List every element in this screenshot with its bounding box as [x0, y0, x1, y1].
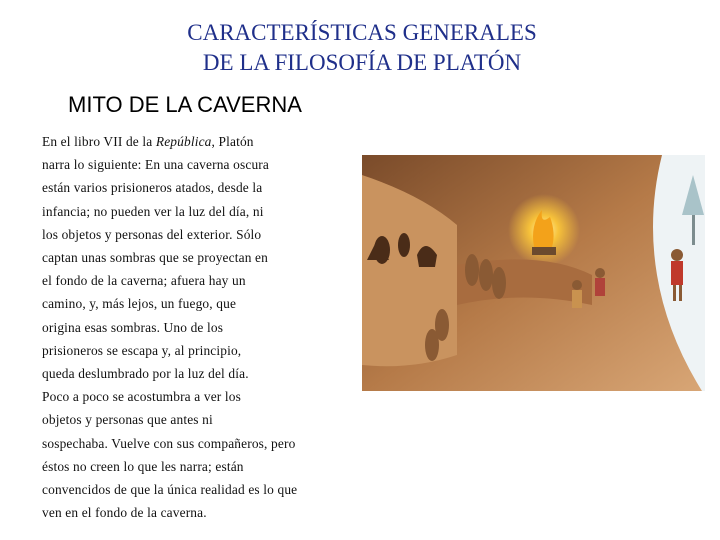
cave-allegory-illustration [362, 155, 705, 391]
paragraph-line [42, 130, 347, 153]
paragraph-line: infancia; no pueden ver la luz del día, ni [42, 203, 264, 219]
line-suffix: , Platón [211, 134, 254, 149]
paragraph-line: camino, y, más lejos, un fuego, que [42, 296, 237, 312]
paragraph-line: Poco a poco se acostumbra a ver los [42, 389, 241, 405]
paragraph-line: narra lo siguiente: En una caverna oscura [42, 157, 269, 173]
slide-title [0, 18, 720, 78]
line-prefix: En el libro VII de la [42, 134, 156, 149]
paragraph-line: convencidos de que la única realidad es lo que [42, 482, 298, 498]
paragraph-line: prisioneros se escapa y, al principio, [42, 342, 242, 358]
book-title: República [155, 134, 212, 149]
cave-illustration-svg [362, 155, 705, 391]
body-paragraph [42, 130, 347, 524]
paragraph-line: objetos y personas que antes ni [42, 412, 213, 428]
paragraph-line: origina esas sombras. Uno de los [42, 319, 224, 335]
title-line-1: CARACTERÍSTICAS GENERALES [187, 20, 537, 45]
title-line-2: DE LA FILOSOFÍA DE PLATÓN [202, 50, 522, 75]
paragraph-line: ven en el fondo de la caverna. [42, 505, 207, 521]
paragraph-line: están varios prisioneros atados, desde la [42, 180, 263, 196]
paragraph-line: captan unas sombras que se proyectan en [42, 250, 268, 266]
paragraph-line: el fondo de la caverna; afuera hay un [42, 273, 246, 289]
fire-bowl [532, 247, 556, 255]
paragraph-line: sospechaba. Vuelve con sus compañeros, pero [42, 435, 296, 451]
paragraph-line: los objetos y personas del exterior. Sólo [42, 226, 262, 242]
paragraph-line: queda deslumbrado por la luz del día. [42, 366, 249, 382]
section-heading: MITO DE LA CAVERNA [68, 92, 302, 117]
paragraph-line: éstos no creen lo que les narra; están [42, 458, 244, 474]
